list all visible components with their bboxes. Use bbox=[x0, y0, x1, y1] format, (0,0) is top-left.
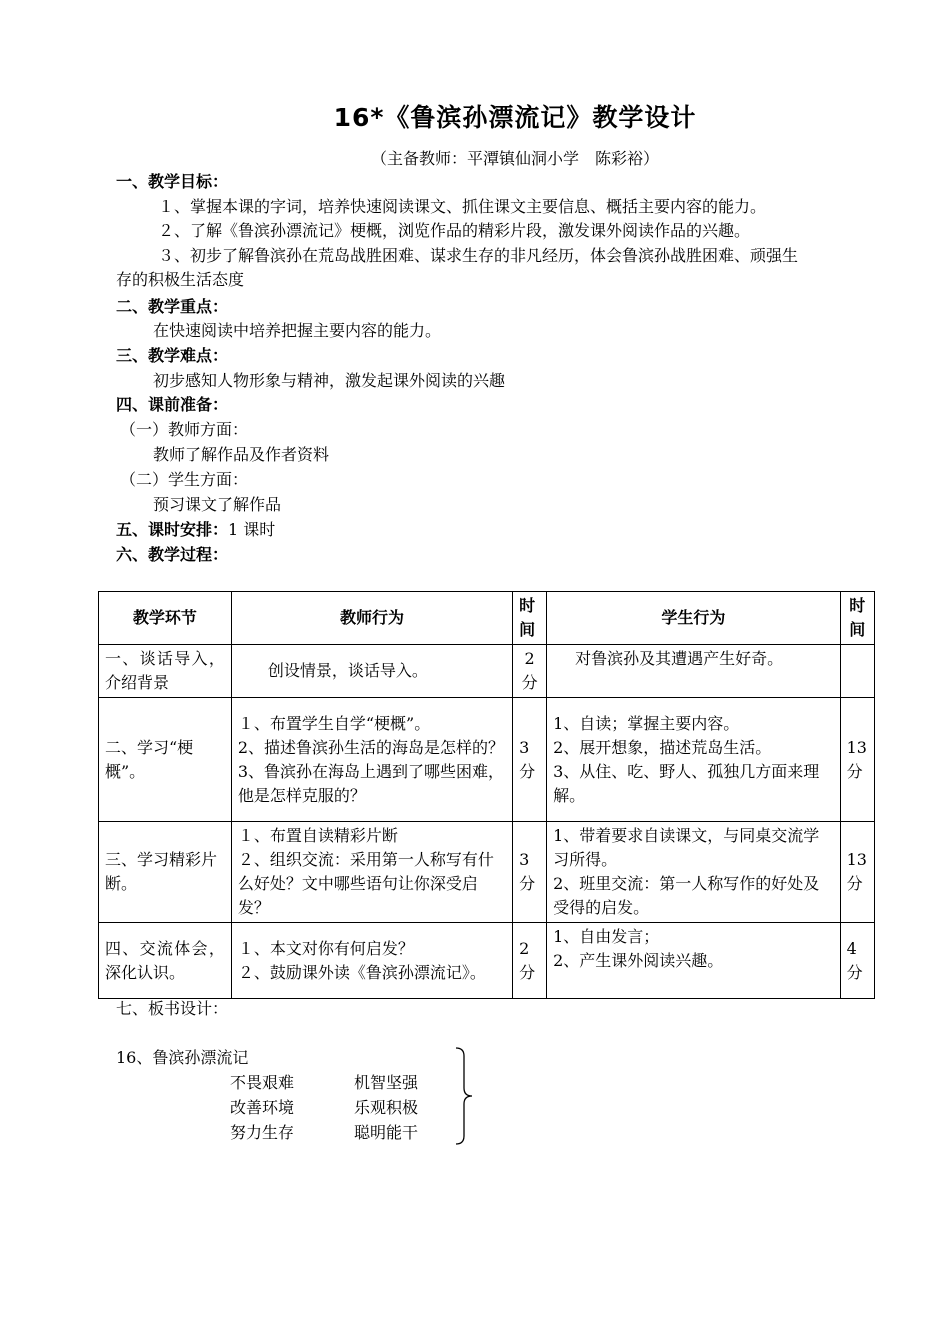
section-3-heading: 三、教学难点： bbox=[116, 346, 229, 365]
student-prep-label: （二）学生方面： bbox=[120, 470, 249, 489]
board-right-1: 机智坚强 bbox=[354, 1073, 419, 1092]
section-4-heading: 四、课前准备： bbox=[116, 395, 229, 414]
row-stage: 三、学习精彩片断。 bbox=[99, 822, 232, 923]
section-5 bbox=[116, 518, 275, 542]
row-time-2: 13分 bbox=[840, 698, 874, 822]
teacher-prep-label: （一）教师方面： bbox=[120, 420, 249, 439]
row-stage: 四、交流体会，深化认识。 bbox=[99, 923, 232, 999]
board-title: 16、鲁滨孙漂流记 bbox=[116, 1048, 249, 1067]
row-stage: 一、谈话导入，介绍背景 bbox=[99, 645, 232, 698]
section-2-heading: 二、教学重点： bbox=[116, 297, 229, 316]
goal-item-3-cont: 存的积极生活态度 bbox=[116, 270, 245, 289]
section-5-heading: 五、课时安排： bbox=[116, 520, 229, 539]
table-header-row bbox=[99, 592, 875, 645]
row-student: 对鲁滨孙及其遭遇产生好奇。 bbox=[547, 645, 841, 698]
header-teacher: 教师行为 bbox=[231, 592, 512, 645]
table-row bbox=[99, 822, 875, 923]
row-time-1: 2分 bbox=[513, 645, 547, 698]
header-time-1: 时间 bbox=[513, 592, 547, 645]
row-time-2: 13分 bbox=[840, 822, 874, 923]
row-teacher: 创设情景，谈话导入。 bbox=[231, 645, 512, 698]
board-left-2: 改善环境 bbox=[230, 1098, 295, 1117]
goal-item-1: １、掌握本课的字词，培养快速阅读课文、抓住课文主要信息、概括主要内容的能力。 bbox=[158, 197, 767, 216]
row-student: 1、自由发言； 2、产生课外阅读兴趣。 bbox=[547, 923, 841, 999]
goal-item-3: ３、初步了解鲁滨孙在荒岛战胜困难、谋求生存的非凡经历，体会鲁滨孙战胜困难、顽强生 bbox=[158, 246, 799, 265]
row-time-2: 4分 bbox=[840, 923, 874, 999]
board-left-1: 不畏艰难 bbox=[230, 1073, 295, 1092]
row-stage: 二、学习“梗概”。 bbox=[99, 698, 232, 822]
teacher-prep-text: 教师了解作品及作者资料 bbox=[153, 445, 330, 464]
table-row bbox=[99, 698, 875, 822]
section-5-value: 1 课时 bbox=[228, 520, 276, 539]
board-right-3: 聪明能干 bbox=[354, 1123, 419, 1142]
section-3-text: 初步感知人物形象与精神，激发起课外阅读的兴趣 bbox=[153, 371, 506, 390]
header-stage: 教学环节 bbox=[99, 592, 232, 645]
header-time-2: 时间 bbox=[840, 592, 874, 645]
right-brace-icon bbox=[452, 1046, 476, 1146]
page-subtitle: （主备教师：平潭镇仙洞小学 陈彩裕） bbox=[370, 149, 659, 168]
table-row bbox=[99, 923, 875, 999]
row-teacher: １、布置学生自学“梗概”。 2、描述鲁滨孙生活的海岛是怎样的？ 3、鲁滨孙在海岛上遇到了哪些困难，他是怎样克服的？ bbox=[231, 698, 512, 822]
table-row bbox=[99, 645, 875, 698]
section-1-heading: 一、教学目标： bbox=[116, 172, 229, 191]
board-left-3: 努力生存 bbox=[230, 1123, 295, 1142]
page-title: 16*《鲁滨孙漂流记》教学设计 bbox=[333, 103, 697, 132]
section-2-text: 在快速阅读中培养把握主要内容的能力。 bbox=[153, 321, 442, 340]
process-table bbox=[98, 591, 875, 999]
section-6-heading: 六、教学过程： bbox=[116, 545, 229, 564]
row-time-1: 3分 bbox=[513, 698, 547, 822]
row-time-2 bbox=[840, 645, 874, 698]
row-student: 1、自读；掌握主要内容。 2、展开想象，描述荒岛生活。 3、从住、吃、野人、孤独几方面来理解。 bbox=[547, 698, 841, 822]
row-teacher: １、布置自读精彩片断 ２、组织交流：采用第一人称写有什么好处？文中哪些语句让你深受启发？ bbox=[231, 822, 512, 923]
row-time-1: 2分 bbox=[513, 923, 547, 999]
board-right-2: 乐观积极 bbox=[354, 1098, 419, 1117]
row-teacher: １、本文对你有何启发？ ２、鼓励课外读《鲁滨孙漂流记》。 bbox=[231, 923, 512, 999]
row-time-1: 3分 bbox=[513, 822, 547, 923]
goal-item-2: ２、了解《鲁滨孙漂流记》梗概，浏览作品的精彩片段，激发课外阅读作品的兴趣。 bbox=[158, 221, 751, 240]
student-prep-text: 预习课文了解作品 bbox=[153, 495, 282, 514]
row-student: 1、带着要求自读课文，与同桌交流学习所得。 2、班里交流：第一人称写作的好处及受得的启发。 bbox=[547, 822, 841, 923]
header-student: 学生行为 bbox=[547, 592, 841, 645]
section-7-heading: 七、板书设计： bbox=[116, 999, 229, 1018]
